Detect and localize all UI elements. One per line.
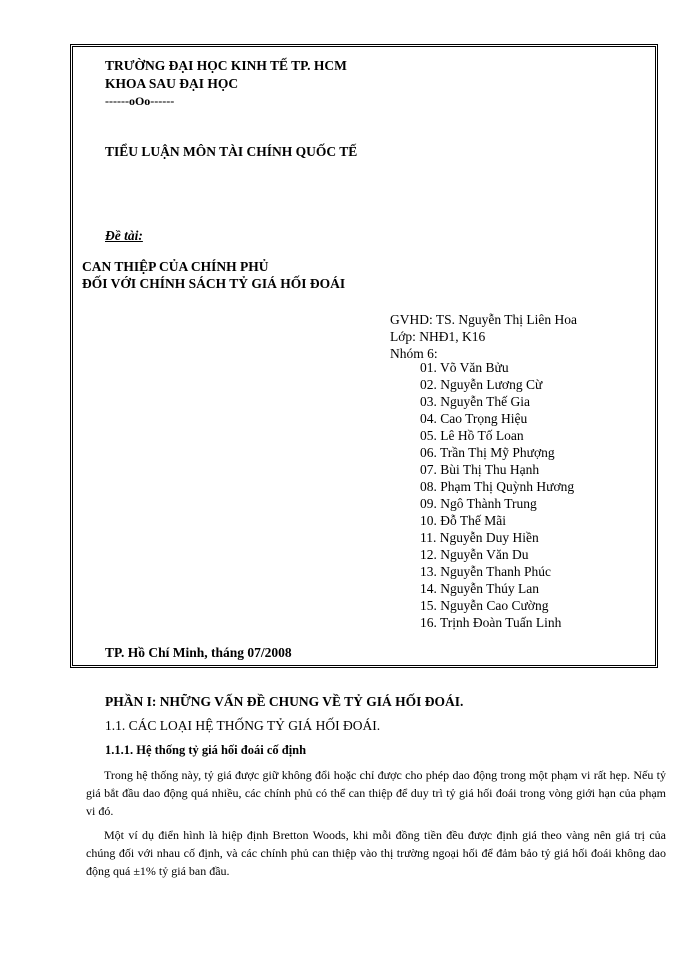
faculty-name: KHOA SAU ĐẠI HỌC [105, 76, 239, 91]
class-label: Lớp: NHĐ1, K16 [390, 329, 486, 344]
member-item: 15. Nguyễn Cao Cường [420, 598, 549, 613]
topic-title-line-2: ĐỐI VỚI CHÍNH SÁCH TỶ GIÁ HỐI ĐOÁI [82, 276, 346, 291]
part-heading: PHẦN I: NHỮNG VẤN ĐỀ CHUNG VỀ TỶ GIÁ HỐI ĐOÁI. [105, 694, 464, 709]
member-item: 01. Võ Văn Bửu [420, 360, 509, 375]
member-item: 16. Trịnh Đoàn Tuấn Linh [420, 615, 562, 630]
member-item: 02. Nguyễn Lương Cừ [420, 377, 543, 392]
university-name: TRƯỜNG ĐẠI HỌC KINH TẾ TP. HCM [105, 58, 347, 73]
advisor: GVHD: TS. Nguyễn Thị Liên Hoa [390, 312, 577, 327]
course-title: TIỂU LUẬN MÔN TÀI CHÍNH QUỐC TẾ [105, 144, 358, 159]
ornament: ------oOo------ [105, 94, 175, 108]
member-item: 12. Nguyễn Văn Du [420, 547, 529, 562]
paragraph-1: Trong hệ thống này, tỷ giá được giữ không đổi hoặc chỉ được cho phép dao động trong một phạm vi rất hẹp. Nếu tỷ giá bắt đầu dao động quá nhiều, các chính phủ có thể can thiệp để duy trì tỷ giá hối đoái trong vòng giới hạn của phạm vi đó. [86, 768, 666, 818]
subsection-heading: 1.1.1. Hệ thống tỷ giá hối đoái cố định [105, 743, 307, 757]
member-item: 14. Nguyễn Thúy Lan [420, 581, 539, 596]
member-item: 05. Lê Hồ Tố Loan [420, 428, 524, 443]
member-item: 03. Nguyễn Thế Gia [420, 394, 530, 409]
cover-frame [70, 44, 658, 668]
paragraph-2: Một ví dụ điển hình là hiệp định Bretton Woods, khi mỗi đồng tiền đều được định giá theo vàng nên giá trị của chúng đối với nhau cố định, và các chính phủ can thiệp vào thị trường ngoại hối để đảm bảo tỷ giá hối đoái không dao động quá ±1% tỷ giá ban đầu. [86, 828, 666, 878]
member-item: 09. Ngô Thành Trung [420, 496, 537, 511]
member-item: 08. Phạm Thị Quỳnh Hương [420, 479, 575, 494]
topic-label: Đề tài: [105, 228, 143, 243]
member-item: 04. Cao Trọng Hiệu [420, 411, 528, 426]
member-item: 07. Bùi Thị Thu Hạnh [420, 462, 540, 477]
group-label: Nhóm 6: [390, 346, 438, 361]
member-item: 11. Nguyễn Duy Hiền [420, 530, 539, 545]
member-item: 10. Đỗ Thế Mãi [420, 513, 506, 528]
place-date: TP. Hồ Chí Minh, tháng 07/2008 [105, 645, 292, 660]
section-heading: 1.1. CÁC LOẠI HỆ THỐNG TỶ GIÁ HỐI ĐOÁI. [105, 718, 381, 733]
member-item: 13. Nguyễn Thanh Phúc [420, 564, 551, 579]
topic-title-line-1: CAN THIỆP CỦA CHÍNH PHỦ [82, 259, 269, 274]
member-item: 06. Trần Thị Mỹ Phượng [420, 445, 555, 460]
